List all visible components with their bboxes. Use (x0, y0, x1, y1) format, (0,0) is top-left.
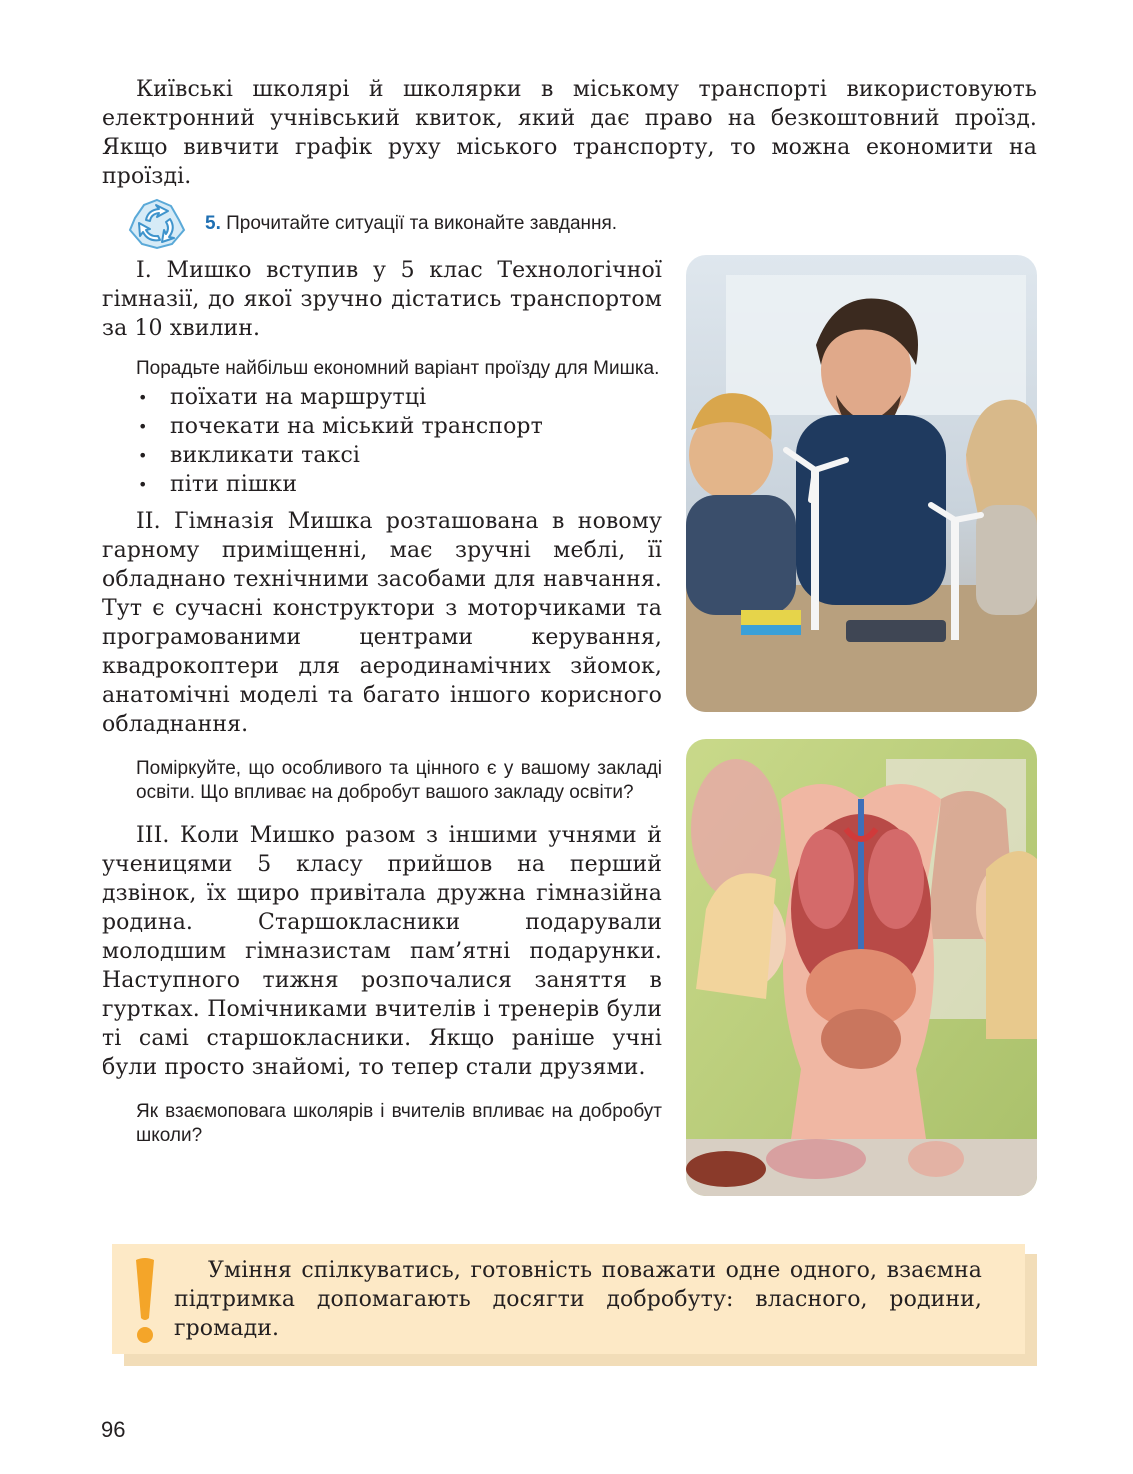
task-number: 5. (205, 213, 221, 234)
list-item: • поїхати на маршрутці (138, 383, 662, 412)
list-item: • викликати таксі (138, 441, 662, 470)
situation-1-text: І. Мишко вступив у 5 клас Технологічної гімназії, до якої зручно дістатись транспортом за 10 хвилин. (102, 258, 662, 341)
task-heading (126, 196, 746, 252)
situations-column (102, 256, 662, 1148)
note-text: Уміння спілкуватись, готовність поважати одне одного, взаємна підтримка допомагають досягти добробуту: власного, родини, громади. (174, 1258, 982, 1341)
intro-paragraph: Київські школярі й школярки в міському транспорті використовують електронний учнівський квиток, який дає право на безкоштовний проїзд. Якщо вивчити графік руху міського транспорту, то можна економити на проїзді. (102, 77, 1037, 189)
page-number: 96 (101, 1417, 126, 1442)
situation-3-text: ІІІ. Коли Мишко разом з іншими учнями й ученицями 5 класу прийшов на перший дзвінок, їх щиро привітала дружна гімназійна родина. Старшокласники подарували молодшим гімназистам пам’ятні подарунки. Наступного тижня розпочалися заняття в гуртках. Помічниками вчителів і тренерів були ті самі старшокласники. Якщо раніше учні були просто знайомі, то тепер стали друзями. (102, 823, 662, 1080)
list-item: • почекати на міський транспорт (138, 412, 662, 441)
situation-1-question: Порадьте найбільш економний варіант проїзду для Мишка. (136, 358, 660, 379)
situation-3-question: Як взаємоповага школярів і вчителів впливає на добробут школи? (136, 1101, 662, 1146)
exclamation-icon (130, 1256, 160, 1346)
classroom-photo (686, 255, 1037, 712)
situation-2-text: ІІ. Гімназія Мишка розташована в новому гарному приміщенні, має зручні меблі, її обладнано технічними засобами для навчання. Тут є сучасні конструктори з моторчиками та програмованими центрами керування, квадрокоптери для аеродинамічних зйомок, анатомічні моделі та багато іншого корисного обладнання. (102, 509, 662, 737)
task-label: Прочитайте ситуації та виконайте завдання. (226, 213, 618, 234)
key-idea-note (112, 1244, 1037, 1366)
list-item: • піти пішки (138, 470, 662, 499)
recycle-arrows-icon (126, 196, 188, 252)
situation-2-question: Поміркуйте, що особливого та цінного є у вашому закладі освіти. Що впливає на добробут вашого закладу освіти? (136, 758, 662, 803)
task-instruction (205, 212, 617, 236)
options-list (102, 383, 662, 499)
anatomy-model-photo (686, 739, 1037, 1196)
